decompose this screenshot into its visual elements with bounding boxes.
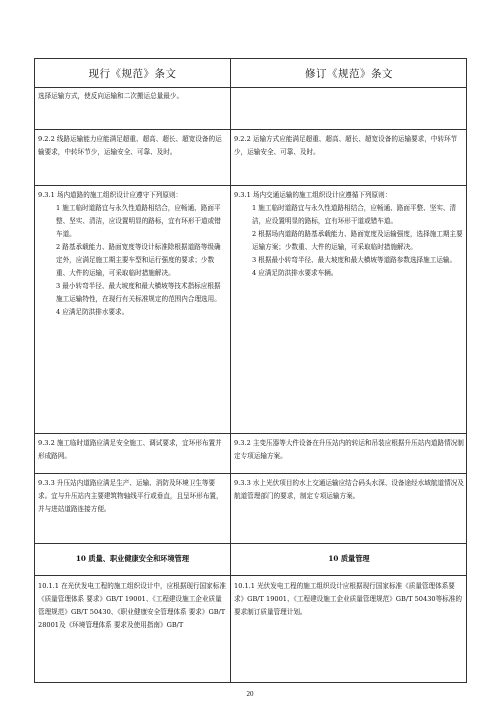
clause-9-3-1-current-p3: 2 路基承载能力、路面宽度等设计标准除根据道路等级确定外，应满足施工期主要车型和运行强度的要求；少数重、大件的运输，可采取临时措施解决。 [56,243,221,277]
row-divider [35,575,466,576]
clause-9-3-1-current-p4: 3 最小转弯半径、最大坡度和最大横坡等技术指标应根据施工运输特性，在现行有关标准规定的范围内合理选用。 [56,282,221,303]
section-10-current-title: 10 质量、职业健康安全和环境管理 [75,554,190,563]
clause-9-3-1-current-p5: 4 应满足防洪排水要求。 [56,308,129,316]
row-divider [35,87,466,88]
row0-left: 选择运输方式，使反向运输和二次搬运总量最少。 [38,92,184,100]
clause-9-3-2-current: 9.3.2 施工临时道路应满足安全施工、调试要求，宜环形布置并形成路网。 [38,439,222,460]
clause-10-1-1-revised: 10.1.1 光伏发电工程的施工组织设计应根据现行国家标准《质量管理体系要求》GB/T 19001、《工程建设施工企业质量管理规范》GB/T 50430等标准的要求制订质量管理计划。 [234,582,462,616]
clause-9-3-1-current-p1: 9.3.1 场内道路的施工组织设计应遵守下列原则： [38,191,183,199]
section-10-revised-title: 10 质量管理 [328,554,370,563]
clause-9-3-1-revised [231,189,467,280]
clause-9-3-1-revised-p1: 9.3.1 场内交通运输的施工组织设计应遵循下列原则： [234,191,392,199]
clause-9-3-1-current-p2: 1 施工临时道路宜与永久性道路相结合，应畅通、路面平整、坚实、清洁，应设置明显的路标，宜有环形干道或错车道。 [56,204,221,238]
clause-9-2-2-current: 9.2.2 线路运输能力应能满足超重、超高、超长、超宽设备的运输要求，中转环节少，运输安全、可靠、及时。 [38,135,222,156]
row-divider [35,129,466,130]
row-divider [35,473,466,474]
clause-9-3-2-revised: 9.3.2 主变压器等大件设备在升压站内的转运和吊装应根据升压站内道路情况制定专项运输方案。 [234,439,464,460]
row-divider [35,543,466,544]
clause-9-3-1-revised-p3: 2 根据场内道路的路基承载能力、路面宽度及运输强度，选择施工期主要运输方案；少数重、大件的运输，可采取临时措施解决。 [252,230,463,251]
header-revised-clause: 修订《规范》条文 [305,67,393,80]
comparison-table [34,58,467,683]
clause-9-3-1-revised-p5: 4 应满足防洪排水要求车辆。 [252,269,338,277]
clause-9-3-1-revised-p2: 1 施工临时道路宜与永久性道路相结合，应畅通、路面平整、坚实、清洁，应设置明显的路标，宜有环形干道或错车道。 [252,204,457,225]
row-divider [35,433,466,434]
clause-10-1-1-current: 10.1.1 在光伏发电工程的施工组织设计中，应根据现行国家标准《质量管理体系 要求》GB/T 19001、《工程建设施工企业质量管理规范》GB/T 50430、《职业健康安全管理体系 要求》GB/T 28001及《环境管理体系 要求及使用指南》GB/T [38,582,226,629]
clause-9-3-1-revised-p4: 3 根据最小转弯半径、最大坡度和最大横坡等道路参数选择施工运输。 [252,256,457,264]
clause-9-3-3-current: 9.3.3 升压站内道路应满足生产、运输、消防及环境卫生等要求。宜与升压站内主要建筑物轴线平行或垂直，且呈环形布置，并与进站道路连接方便。 [38,479,223,513]
header-current-clause: 现行《规范》条文 [88,67,177,80]
clause-9-3-1-current [35,189,230,319]
clause-9-2-2-revised: 9.2.2 运输方式应能满足超重、超高、超长、超宽设备的运输要求，中转环节少，运输安全、可靠、及时。 [234,135,458,156]
row-divider [35,185,466,186]
clause-9-3-3-revised: 9.3.3 水上光伏项目的水上交通运输应结合码头水深、设备途经水域航道情况及航道管理部门的要求，制定专项运输方案。 [234,479,464,500]
page-number: 20 [246,690,254,698]
